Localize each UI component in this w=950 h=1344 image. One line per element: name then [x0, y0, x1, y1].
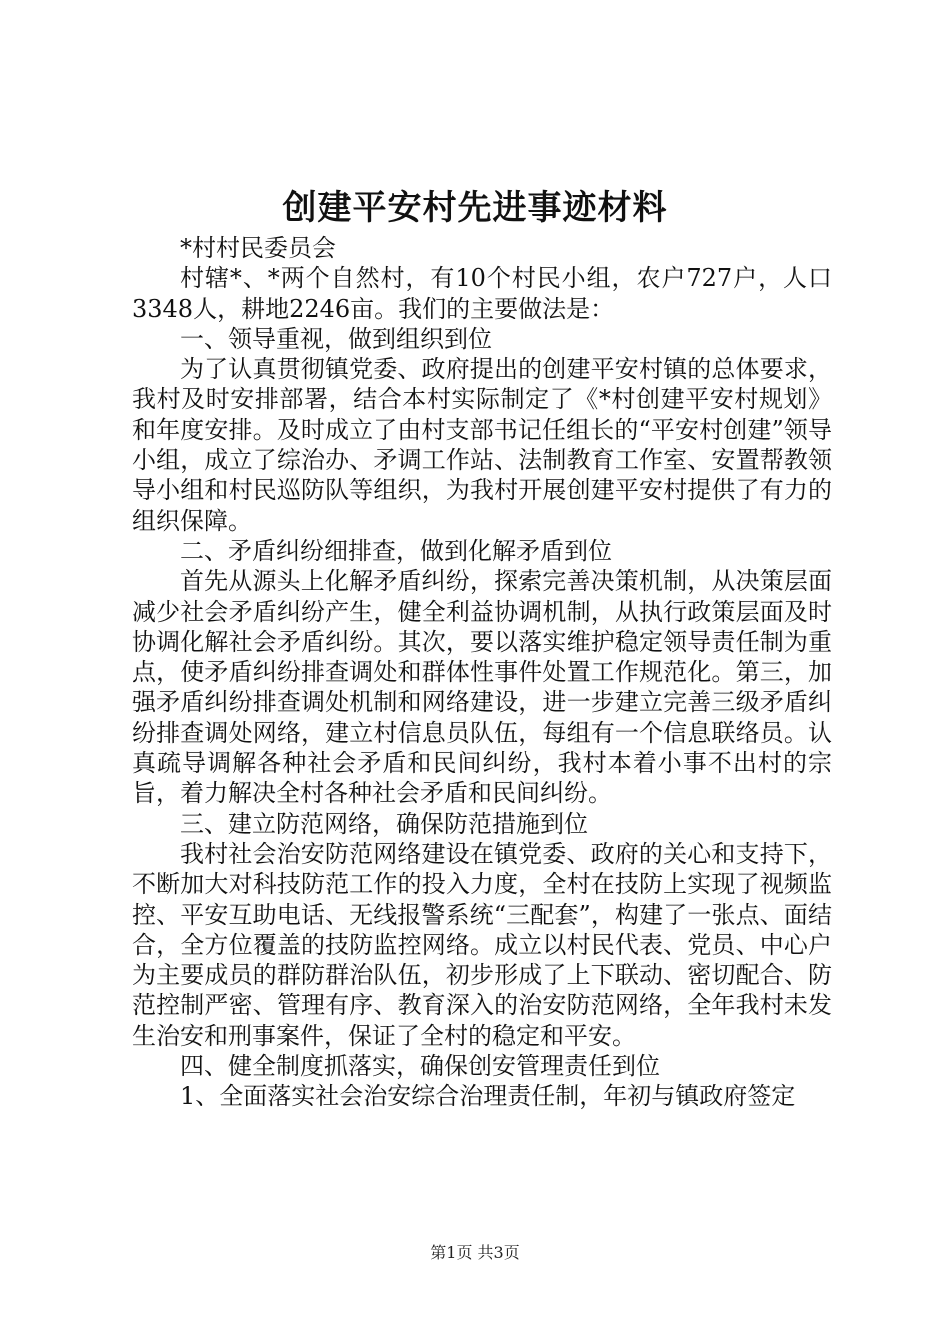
heading-section-2: 二、矛盾纠纷细排查，做到化解矛盾到位	[180, 536, 612, 565]
paragraph-section-4-item-1: 1、全面落实社会治安综合治理责任制，年初与镇政府签定	[180, 1082, 796, 1111]
heading-section-3: 三、建立防范网络，确保防范措施到位	[180, 809, 588, 838]
paragraph-village-overview: 村辖*、*两个自然村，有10个村民小组，农户727户，人口3348人，耕地2246亩。我们的主要做法是：	[132, 264, 832, 323]
paragraph-section-1: 为了认真贯彻镇党委、政府提出的创建平安村镇的总体要求，我村及时安排部署，结合本村实际制定了《*村创建平安村规划》和年度安排。及时成立了由村支部书记任组长的“平安村创建”领导小组，成立了综治办、矛调工作站、法制教育工作室、安置帮教领导小组和村民巡防队等组织，为我村开展创建平安村提供了有力的组织保障。	[132, 355, 832, 535]
paragraph-section-3: 我村社会治安防范网络建设在镇党委、政府的关心和支持下，不断加大对科技防范工作的投入力度，全村在技防上实现了视频监控、平安互助电话、无线报警系统“三配套”，构建了一张点、面结合，全方位覆盖的技防监控网络。成立以村民代表、党员、中心户为主要成员的群防群治队伍，初步形成了上下联动、密切配合、防范控制严密、管理有序、教育深入的治安防范网络，全年我村未发生治安和刑事案件，保证了全村的稳定和平安。	[132, 839, 832, 1050]
document-body	[132, 233, 832, 1112]
document-title: 创建平安村先进事迹材料	[282, 188, 668, 228]
paragraph-section-2: 首先从源头上化解矛盾纠纷，探索完善决策机制，从决策层面减少社会矛盾纠纷产生，健全利益协调机制，从执行政策层面及时协调化解社会矛盾纠纷。其次，要以落实维护稳定领导责任制为重点，使矛盾纠纷排查调处和群体性事件处置工作规范化。第三，加强矛盾纠纷排查调处机制和网络建设，进一步建立完善三级矛盾纠纷排查调处网络，建立村信息员队伍，每组有一个信息联络员。认真疏导调解各种社会矛盾和民间纠纷，我村本着小事不出村的宗旨，着力解决全村各种社会矛盾和民间纠纷。	[132, 567, 832, 808]
heading-section-4: 四、健全制度抓落实，确保创安管理责任到位	[180, 1052, 660, 1081]
paragraph-committee: *村村民委员会	[180, 234, 336, 262]
page-number-footer: 第1页 共3页	[430, 1243, 520, 1262]
heading-section-1: 一、领导重视，做到组织到位	[180, 324, 492, 353]
